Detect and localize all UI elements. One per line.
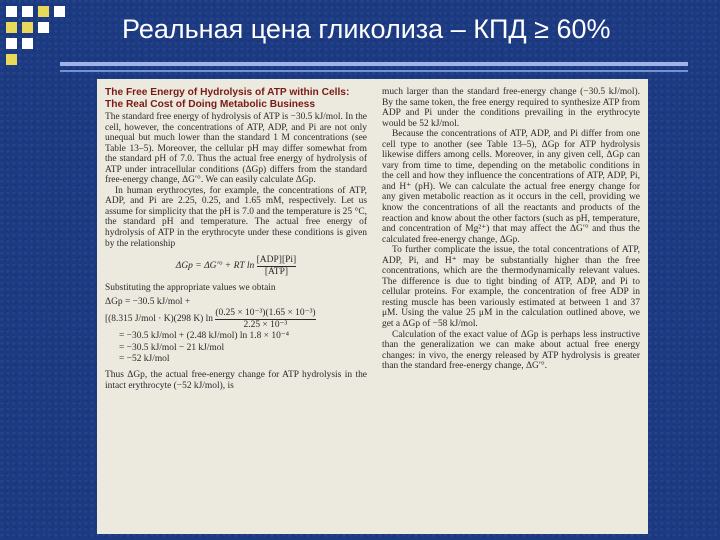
square — [22, 6, 33, 17]
equation — [105, 255, 367, 277]
paragraph: Substituting the appropriate values we obtain — [105, 283, 276, 294]
paragraph: The standard free energy of hydrolysis of ATP is −30.5 kJ/mol. In the cell, however, the concentrations of ATP, ADP, and Pi are not only unequal but much lower than the standard 1 M concentrations (see Table 13–5). Moreover, the cellular pH may differ somewhat from the standard pH of 7.0. Thus the actual free energy of hydrolysis of ATP under intracellular conditions (ΔGp) differs from the standard free-energy change, ΔG′°. We can easily calculate ΔGp. — [105, 112, 367, 186]
calc-fraction — [215, 308, 315, 330]
square — [22, 38, 33, 49]
scanned-textbook-page — [97, 79, 648, 534]
paragraph: much larger than the standard free-energy change (−30.5 kJ/mol). By the same token, the free energy required to synthesize ATP from ADP and Pi under the conditions prevailing in the erythrocyte would be 52 kJ/mol. — [382, 87, 640, 129]
section-heading — [105, 87, 367, 110]
square — [38, 6, 49, 17]
paragraph: To further complicate the issue, the total concentrations of ATP, ADP, Pi, and H⁺ may be substantially higher than the free concentrations, which are the thermodynamically relevant values. The difference is due to tight binding of ATP, ADP, and Pi to cellular proteins. For example, the concentration of free ADP in resting muscle has been variously estimated at between 1 and 37 μM. Using the value 25 μM in the calculation outlined above, we get a ΔGp of −58 kJ/mol. — [382, 245, 640, 330]
left-column — [105, 87, 367, 391]
calculation — [105, 297, 367, 365]
calc-line: = −30.5 kJ/mol − 21 kJ/mol — [119, 342, 225, 353]
square — [54, 6, 65, 17]
paragraph: In human erythrocytes, for example, the concentrations of ATP, ADP, and Pi are 2.25, 0.25, and 1.65 mM, respectively. Let us assume for simplicity that the pH is 7.0 and the temperature is 25 °C, the standard pH and temperature. The actual free energy of hydrolysis of ATP in the erythrocyte under these conditions is given by the relationship — [105, 185, 367, 249]
title-underline-thin — [60, 70, 688, 72]
right-column — [382, 87, 640, 372]
calc-line — [105, 308, 367, 330]
calc-line: = −30.5 kJ/mol + (2.48 kJ/mol) ln 1.8 × 10⁻⁴ — [119, 331, 290, 342]
heading-line: The Free Energy of Hydrolysis of ATP within Cells: — [105, 87, 350, 98]
square — [6, 54, 17, 65]
calc-line: ΔGp = −30.5 kJ/mol + — [105, 296, 191, 307]
calc-line: = −52 kJ/mol — [119, 354, 170, 365]
equation-lhs: ΔGp = ΔG′° + RT ln — [175, 261, 255, 272]
slide-title: Реальная цена гликолиза – КПД ≥ 60% — [122, 14, 611, 44]
numerator: [ADP][Pi] — [256, 255, 297, 266]
paragraph: Thus ΔGp, the actual free-energy change for ATP hydrolysis in the intact erythrocyte (−52 kJ/mol), is — [105, 370, 367, 391]
paragraph: Calculation of the exact value of ΔGp is perhaps less instructive than the generalization we can make about actual free energy changes: in vivo, the energy released by ATP hydrolysis is greater than the standard free-energy change, ΔG′°. — [382, 329, 640, 372]
heading-line: The Real Cost of Doing Metabolic Business — [105, 98, 316, 110]
square — [22, 22, 33, 33]
square — [6, 22, 17, 33]
square — [6, 6, 17, 17]
denominator: [ATP] — [264, 266, 289, 277]
equation-fraction — [257, 255, 297, 277]
square — [6, 38, 17, 49]
title-underline — [60, 62, 688, 66]
paragraph: Because the concentrations of ATP, ADP, and Pi differ from one cell type to another (see Table 13–5), ΔGp for ATP hydrolysis likewise differs among cells. Moreover, in any given cell, ΔGp can vary from time to time, depending on the metabolic conditions in the cell and how they influence the concentrations of ATP, ADP, Pi, and H⁺ (pH). We can calculate the actual free energy change for any given metabolic reaction as it occurs in the cell, providing we know the concentrations of all the reactants and products of the reaction and know about the other factors (such as pH, temperature, and concentration of Mg²⁺) that may affect the ΔG′° and thus the calculated free-energy change, ΔGp. — [382, 129, 640, 245]
calc-lhs: [(8.315 J/mol · K)(298 K) ln — [105, 314, 213, 325]
denominator: 2.25 × 10⁻³ — [243, 319, 288, 330]
square — [38, 22, 49, 33]
numerator: (0.25 × 10⁻³)(1.65 × 10⁻³) — [215, 308, 316, 319]
